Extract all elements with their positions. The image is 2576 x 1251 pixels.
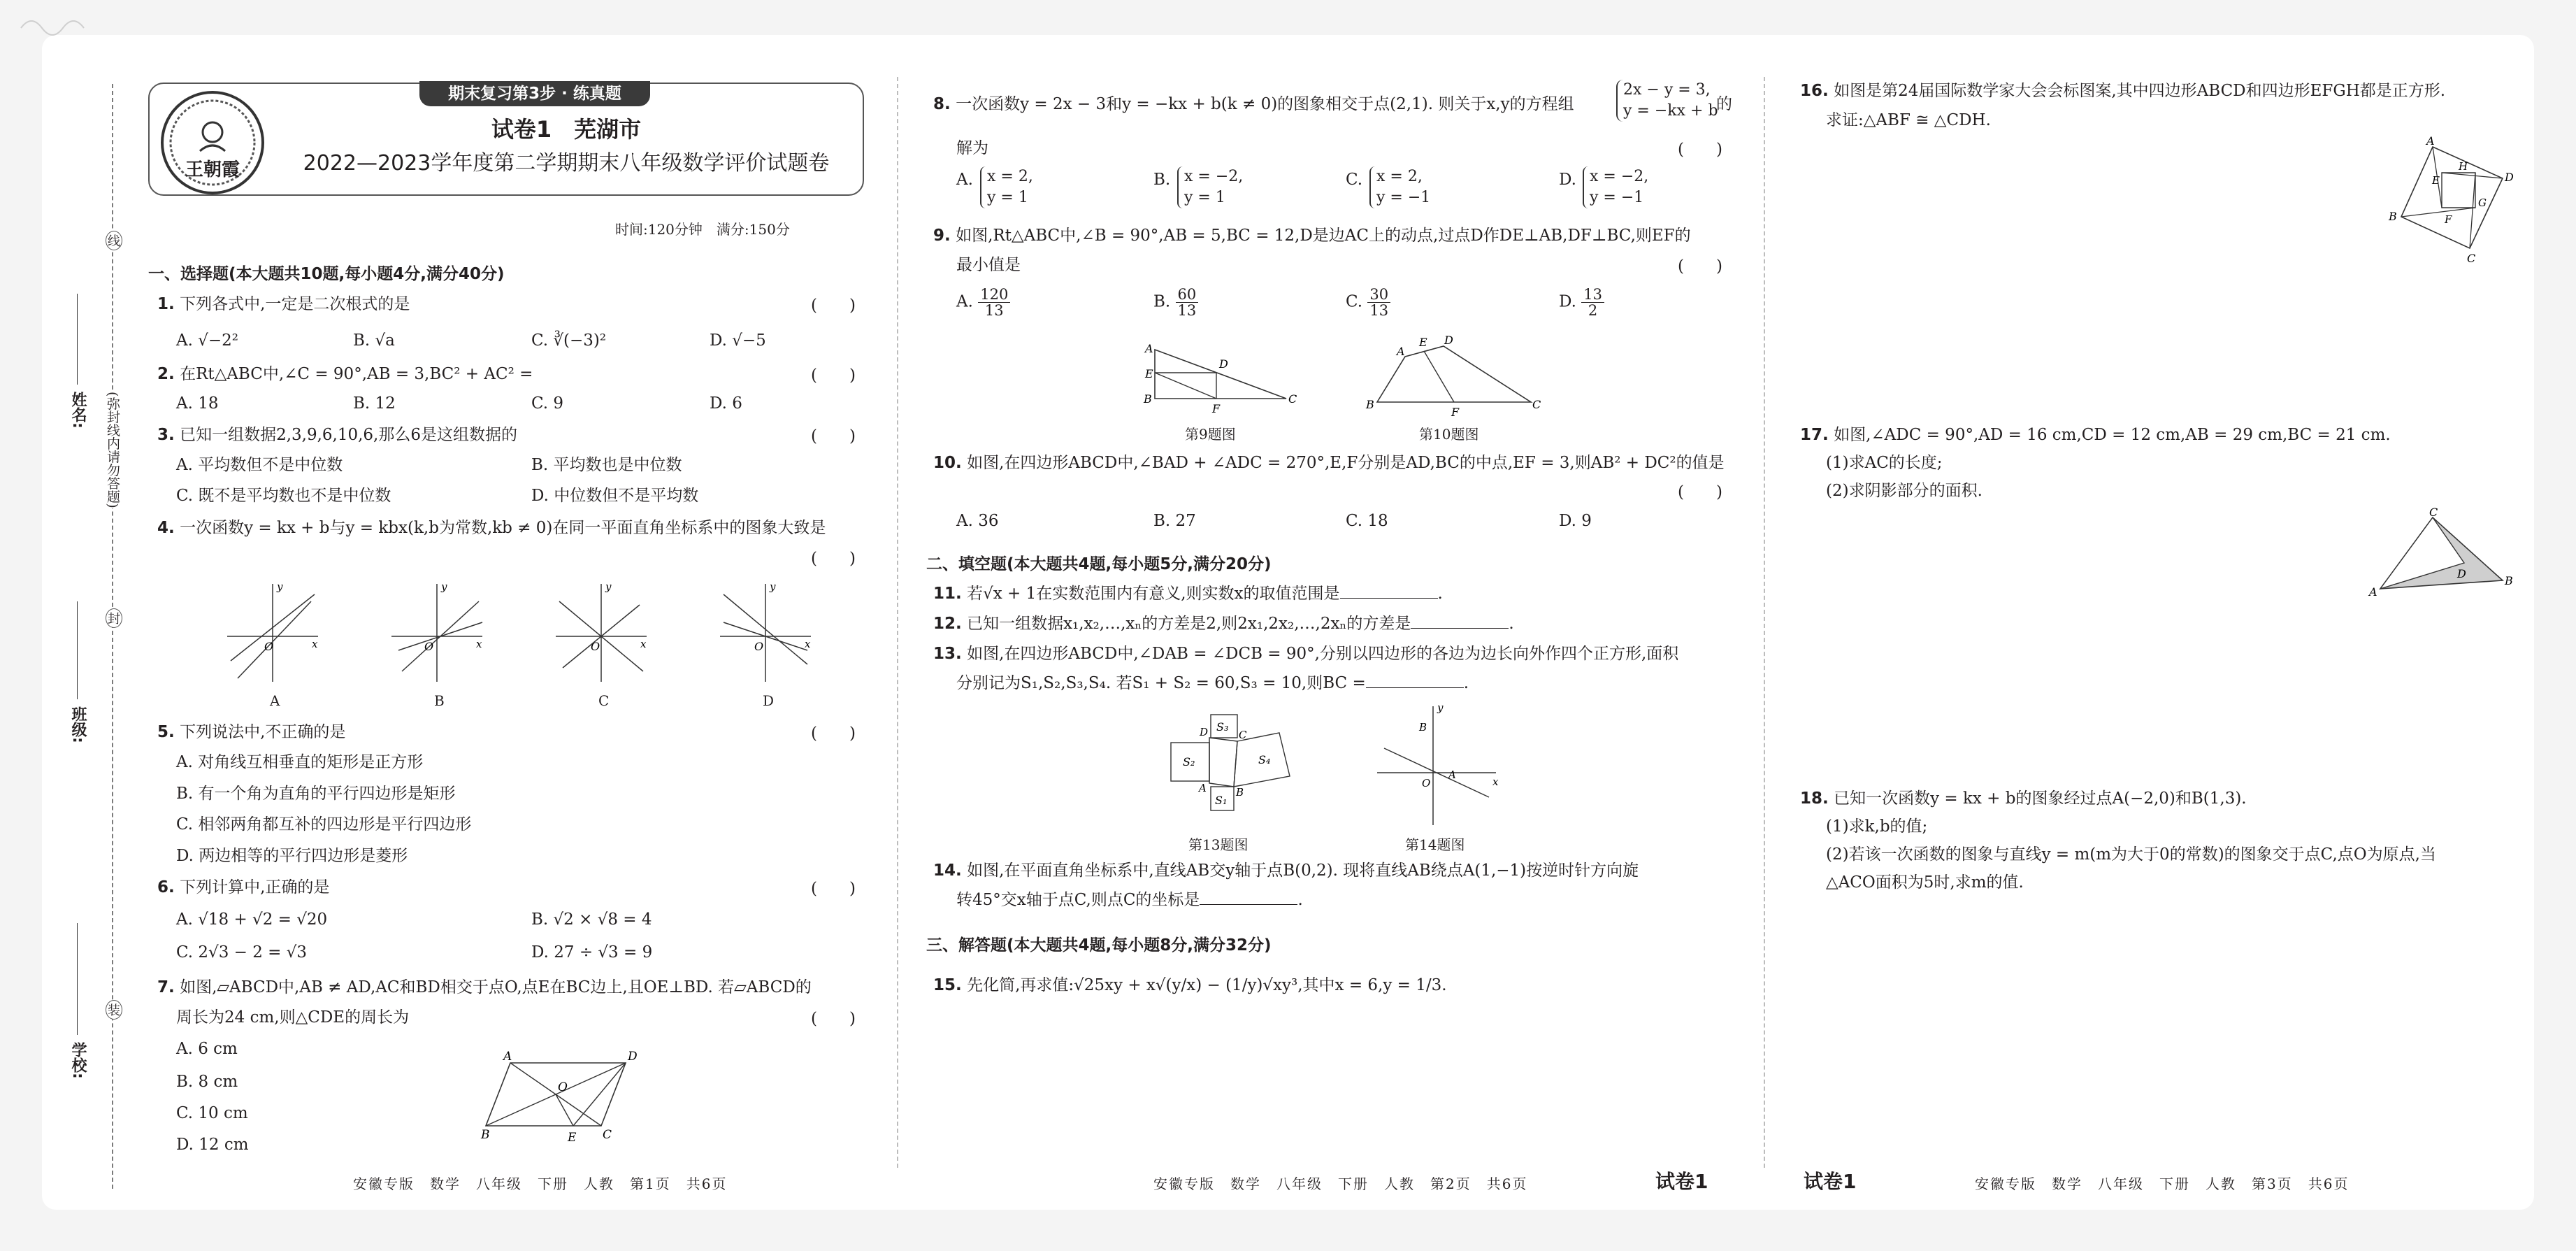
q14-stem-2: 转45°交x轴于点C,则点C的坐标是 . <box>956 891 1303 909</box>
binding-seal-label: 封 <box>106 608 122 628</box>
q14-figure-caption: 第14题图 <box>1405 836 1465 853</box>
q3-answer-paren[interactable]: ( ) <box>811 427 856 445</box>
svg-text:y: y <box>605 580 612 593</box>
q3-stem <box>157 423 517 447</box>
q10-figure-caption: 第10题图 <box>1419 426 1479 443</box>
q1-option-d[interactable]: D. √−5 <box>710 331 766 350</box>
q17-text: 如图,∠ADC = 90°,AD = 16 cm,CD = 12 cm,AB = 29 cm,BC = 21 cm. <box>1834 426 2391 444</box>
q9-triangle-figure <box>1139 343 1300 420</box>
svg-text:E: E <box>1419 336 1427 349</box>
svg-text:A: A <box>1448 769 1456 781</box>
svg-text:B: B <box>481 1128 490 1142</box>
q18-stem <box>1800 787 2247 810</box>
svg-text:x: x <box>640 638 647 650</box>
q14-answer-blank[interactable] <box>1200 890 1297 905</box>
svg-text:B: B <box>2389 210 2397 223</box>
q8-c-eq1: x = 2, <box>1376 168 1423 185</box>
q2-answer-paren[interactable]: ( ) <box>811 366 856 385</box>
q16-text-2: 求证:△ABF ≅ △CDH. <box>1826 111 1991 129</box>
q5-num: 5. <box>157 723 175 741</box>
q9-answer-paren[interactable]: ( ) <box>1678 257 1722 276</box>
svg-text:x: x <box>312 638 318 650</box>
q5-option-b[interactable]: B. 有一个角为直角的平行四边形是矩形 <box>176 785 456 803</box>
q8-system <box>1616 80 1718 122</box>
class-field[interactable] <box>77 601 78 699</box>
q13-answer-blank[interactable] <box>1366 673 1464 688</box>
q8-option-a[interactable]: A. <box>956 171 973 189</box>
q4-label-a: A <box>270 692 280 709</box>
svg-text:S₄: S₄ <box>1258 753 1271 766</box>
q4-graph-c[interactable] <box>552 580 650 685</box>
q10-option-a[interactable]: A. 36 <box>956 512 999 530</box>
svg-text:H: H <box>2459 160 2468 173</box>
q6-option-a[interactable]: A. √18 + √2 = √20 <box>176 910 328 929</box>
q1-option-c[interactable]: C. ∛(−3)² <box>531 331 607 350</box>
q16-stem <box>1800 79 2445 103</box>
q5-answer-paren[interactable]: ( ) <box>811 724 856 743</box>
q17-num: 17. <box>1800 426 1829 444</box>
q13-squares-figure <box>1160 706 1335 832</box>
q12-text: 已知一组数据x₁,x₂,…,xₙ的方差是2,则2x₁,2x₂,…,2xₙ的方差是 <box>967 615 1411 633</box>
svg-text:A: A <box>1397 345 1405 358</box>
svg-text:D: D <box>2505 171 2514 184</box>
q9-figure-caption: 第9题图 <box>1185 426 1236 443</box>
q18-text: 已知一次函数y = kx + b的图象经过点A(−2,0)和B(1,3). <box>1834 789 2247 808</box>
class-label: 班级: <box>69 706 87 743</box>
binding-line-label: 线 <box>106 231 122 250</box>
q17-part1: (1)求AC的长度; <box>1826 454 1943 472</box>
paper-tag-3: 试卷1 <box>1804 1170 1857 1193</box>
section3-title: 三、解答题(本大题共4题,每小题8分,满分32分) <box>926 936 1272 955</box>
q8-option-c[interactable]: C. <box>1346 171 1363 189</box>
q9-b-den: 13 <box>1177 302 1197 319</box>
q13-num: 13. <box>933 645 962 663</box>
svg-text:C: C <box>2467 252 2476 265</box>
q3-option-b[interactable]: B. 平均数也是中位数 <box>531 456 682 474</box>
svg-text:x: x <box>476 638 482 650</box>
q15-text: 先化简,再求值:√25xy + x√(y/x) − (1/y)√xy³,其中x = 6,y = 1/3. <box>967 976 1447 994</box>
q18-part1: (1)求k,b的值; <box>1826 817 1928 836</box>
q8-option-b-system[interactable] <box>1177 166 1243 208</box>
q4-label-c: C <box>598 692 610 709</box>
q11-stem: 11. 若√x + 1在实数范围内有意义,则实数x的取值范围是 . <box>933 585 1443 603</box>
q6-stem <box>157 875 329 899</box>
svg-text:x: x <box>805 638 811 650</box>
column-divider-2 <box>1764 77 1765 1168</box>
q9-d-den: 2 <box>1588 302 1598 319</box>
logo <box>161 91 264 194</box>
q17-stem <box>1800 423 2391 447</box>
q1-stem <box>157 292 410 316</box>
svg-text:O: O <box>424 640 434 653</box>
q8-a-eq2: y = 1 <box>987 189 1028 206</box>
q2-option-a[interactable]: A. 18 <box>176 394 219 413</box>
q9-c-num: 30 <box>1367 287 1390 303</box>
q9-option-d[interactable]: D. $\frac{13}{2}$ <box>1559 287 1604 318</box>
q17-part2: (2)求阴影部分的面积. <box>1826 482 1983 500</box>
svg-text:C: C <box>2429 506 2438 519</box>
q5-option-d[interactable]: D. 两边相等的平行四边形是菱形 <box>176 847 408 865</box>
q7-stem <box>157 975 812 999</box>
paper-tag-2: 试卷1 <box>1655 1170 1708 1193</box>
q12-answer-blank[interactable] <box>1411 614 1509 629</box>
svg-text:S₃: S₃ <box>1216 720 1229 734</box>
svg-text:C: C <box>1239 729 1247 741</box>
q2-option-d[interactable]: D. 6 <box>710 394 742 413</box>
q8-text-2: 解为 <box>956 139 988 157</box>
q8-num: 8. <box>933 95 951 113</box>
q14-stem <box>933 859 1639 882</box>
q6-option-d[interactable]: D. 27 ÷ √3 = 9 <box>531 943 653 962</box>
svg-text:y: y <box>441 580 447 593</box>
svg-text:G: G <box>2478 196 2487 209</box>
footer-right: 安徽专版 数学 八年级 下册 人教 第3页 共6页 <box>1975 1175 2350 1192</box>
q3-num: 3. <box>157 426 175 444</box>
time-info: 时间:120分钟 满分:150分 <box>615 221 790 238</box>
q9-c-den: 13 <box>1369 302 1389 319</box>
section2-title: 二、填空题(本大题共4题,每小题5分,满分20分) <box>926 555 1272 573</box>
q4-graph-d[interactable] <box>717 580 814 685</box>
q9-b-num: 60 <box>1176 287 1199 303</box>
svg-text:x: x <box>1492 775 1499 788</box>
q8-text: 一次函数y = 2x − 3和y = −kx + b(k ≠ 0)的图象相交于点(2,1). 则关于x,y的方程组 <box>956 95 1574 113</box>
svg-text:E: E <box>1145 367 1153 380</box>
q16-text: 如图是第24届国际数学家大会会标图案,其中四边形ABCD和四边形EFGH都是正方形. <box>1834 82 2446 100</box>
q4-stem <box>157 516 826 540</box>
q2-text: 在Rt△ABC中,∠C = 90°,AB = 3,BC² + AC² = <box>180 365 533 383</box>
q7-answer-paren[interactable]: ( ) <box>811 1010 856 1028</box>
footer-middle: 安徽专版 数学 八年级 下册 人教 第2页 共6页 <box>1153 1175 1528 1192</box>
q12-num: 12. <box>933 615 962 633</box>
q9-text-2: 最小值是 <box>956 256 1021 274</box>
svg-text:B: B <box>1236 786 1244 799</box>
svg-text:E: E <box>2432 174 2440 187</box>
svg-text:F: F <box>2445 213 2452 226</box>
q10-option-b[interactable]: B. 27 <box>1153 512 1196 530</box>
q8-system-eq1: 2x − y = 3, <box>1623 81 1711 99</box>
school-label: 学校: <box>69 1042 87 1079</box>
binding-bind-label: 装 <box>106 1000 122 1020</box>
svg-text:D: D <box>628 1050 638 1064</box>
q4-label-b: B <box>434 692 445 709</box>
q6-text: 下列计算中,正确的是 <box>180 878 330 896</box>
q1-text: 下列各式中,一定是二次根式的是 <box>180 295 410 313</box>
q11-num: 11. <box>933 585 962 603</box>
q3-option-a[interactable]: A. 平均数但不是中位数 <box>176 456 343 474</box>
q1-num: 1. <box>157 295 175 313</box>
q1-option-a[interactable]: A. √−2² <box>176 331 239 350</box>
svg-text:E: E <box>568 1131 577 1145</box>
q4-text: 一次函数y = kx + b与y = kbx(k,b为常数,kb ≠ 0)在同一平面直角坐标系中的图象大致是 <box>180 519 826 537</box>
q18-part3: △ACO面积为5时,求m的值. <box>1826 873 2024 892</box>
q4-label-d: D <box>763 692 775 709</box>
svg-text:D: D <box>1200 726 1209 738</box>
q8-option-d-system[interactable] <box>1583 166 1648 208</box>
svg-text:D: D <box>2457 567 2466 580</box>
q10-option-c[interactable]: C. 18 <box>1346 512 1388 530</box>
q4-graph-a[interactable] <box>224 580 322 685</box>
q9-a-den: 13 <box>984 302 1004 319</box>
q13-stem <box>933 642 1678 666</box>
svg-text:B: B <box>1144 392 1152 406</box>
q1-answer-paren[interactable]: ( ) <box>811 296 856 315</box>
svg-text:D: D <box>1444 334 1453 347</box>
q17-shaded-figure <box>2366 506 2520 601</box>
q2-stem <box>157 362 533 386</box>
q3-text: 已知一组数据2,3,9,6,10,6,那么6是这组数据的 <box>180 426 517 444</box>
q3-option-d[interactable]: D. 中位数但不是平均数 <box>531 487 699 505</box>
svg-text:A: A <box>1199 782 1207 794</box>
q8-d-eq2: y = −1 <box>1590 189 1644 206</box>
q7-text-2: 周长为24 cm,则△CDE的周长为 <box>176 1008 410 1027</box>
svg-text:A: A <box>503 1050 512 1064</box>
svg-text:y: y <box>277 580 283 593</box>
exam-subtitle: 2022—2023学年度第二学期期末八年级数学评价试题卷 <box>303 151 830 176</box>
svg-text:D: D <box>1219 357 1228 371</box>
q12-stem: 12. 已知一组数据x₁,x₂,…,xₙ的方差是2,则2x₁,2x₂,…,2xₙ的方差是 . <box>933 615 1514 633</box>
q14-text: 如图,在平面直角坐标系中,直线AB交y轴于点B(0,2). 现将直线AB绕点A(1,−1)按逆时针方向旋 <box>967 862 1639 880</box>
q9-option-c[interactable]: C. $\frac{30}{13}$ <box>1346 287 1390 318</box>
q6-option-c[interactable]: C. 2√3 − 2 = √3 <box>176 943 308 962</box>
q5-option-c[interactable]: C. 相邻两角都互补的四边形是平行四边形 <box>176 815 472 834</box>
q8-system-eq2: y = −kx + b <box>1623 102 1718 120</box>
q8-stem <box>933 92 1574 116</box>
q4-answer-paren[interactable]: ( ) <box>811 550 856 568</box>
q8-tail: 的 <box>1716 95 1732 113</box>
q9-option-a[interactable]: A. $\frac{120}{13}$ <box>956 287 1010 318</box>
logo-text: 王朝霞 <box>185 159 240 180</box>
q16-square-figure <box>2380 136 2527 269</box>
svg-text:F: F <box>1451 406 1460 419</box>
q15-stem <box>933 973 1447 997</box>
q8-option-c-system[interactable] <box>1369 166 1430 208</box>
q8-b-eq2: y = 1 <box>1184 189 1225 206</box>
svg-text:O: O <box>591 640 600 653</box>
q9-num: 9. <box>933 227 951 245</box>
svg-text:O: O <box>754 640 764 653</box>
q8-a-eq1: x = 2, <box>987 168 1033 185</box>
svg-text:F: F <box>1212 402 1221 415</box>
svg-text:O: O <box>264 640 274 653</box>
svg-text:y: y <box>770 580 776 593</box>
header-banner: 期末复习第3步 · 练真题 <box>419 81 650 106</box>
q4-graph-b[interactable] <box>388 580 486 685</box>
exam-title: 试卷1 芜湖市 <box>491 116 642 143</box>
q13-text-2: 分别记为S₁,S₂,S₃,S₄. 若S₁ + S₂ = 60,S₃ = 10,则BC = <box>956 674 1366 692</box>
svg-text:C: C <box>603 1128 612 1142</box>
svg-text:B: B <box>1366 398 1374 411</box>
q3-option-c[interactable]: C. 既不是平均数也不是中位数 <box>176 487 391 505</box>
section1-title: 一、选择题(本大题共10题,每小题4分,满分40分) <box>148 265 505 283</box>
svg-text:A: A <box>1145 342 1153 355</box>
q18-part2: (2)若该一次函数的图象与直线y = m(m为大于0的常数)的图象交于点C,点O为原点,当 <box>1826 845 2436 864</box>
q10-option-d[interactable]: D. 9 <box>1559 512 1592 530</box>
q10-text: 如图,在四边形ABCD中,∠BAD + ∠ADC = 270°,E,F分别是AD,BC的中点,EF = 3,则AB² + DC²的值是 <box>967 454 1725 472</box>
q5-option-a[interactable]: A. 对角线互相垂直的矩形是正方形 <box>176 753 424 771</box>
q2-option-c[interactable]: C. 9 <box>531 394 564 413</box>
svg-text:O: O <box>558 1080 568 1094</box>
q8-option-b[interactable]: B. <box>1153 171 1171 189</box>
q18-num: 18. <box>1800 789 1829 808</box>
q11-answer-blank[interactable] <box>1340 584 1438 599</box>
q10-num: 10. <box>933 454 962 472</box>
q14-coordinate-figure <box>1370 703 1503 829</box>
q10-answer-paren[interactable]: ( ) <box>1678 483 1722 501</box>
q6-num: 6. <box>157 878 175 896</box>
q9-option-b[interactable]: B. $\frac{60}{13}$ <box>1153 287 1198 318</box>
q7-num: 7. <box>157 978 175 996</box>
q15-num: 15. <box>933 976 962 994</box>
q8-answer-paren[interactable]: ( ) <box>1678 141 1722 159</box>
q11-text: 若√x + 1在实数范围内有意义,则实数x的取值范围是 <box>967 585 1340 603</box>
q7-text: 如图,▱ABCD中,AB ≠ AD,AC和BD相交于点O,点E在BC边上,且OE⊥BD. 若▱ABCD的 <box>180 978 812 996</box>
q13-figure-caption: 第13题图 <box>1188 836 1249 853</box>
q10-stem <box>933 451 1725 475</box>
q10-quadrilateral-figure <box>1363 336 1545 420</box>
svg-text:B: B <box>2505 574 2513 587</box>
svg-text:O: O <box>1422 777 1431 789</box>
school-field[interactable] <box>77 923 78 1035</box>
svg-text:S₂: S₂ <box>1183 755 1195 769</box>
footer-left: 安徽专版 数学 八年级 下册 人教 第1页 共6页 <box>353 1175 728 1192</box>
q7-option-b[interactable]: B. 8 cm <box>176 1073 238 1091</box>
q7-parallelogram-figure <box>482 1049 650 1147</box>
q8-c-eq2: y = −1 <box>1376 189 1431 206</box>
q9-stem <box>933 224 1691 248</box>
svg-text:y: y <box>1437 701 1444 714</box>
q13-text: 如图,在四边形ABCD中,∠DAB = ∠DCB = 90°,分别以四边形的各边为边长向外作四个正方形,面积 <box>967 645 1679 663</box>
q14-num: 14. <box>933 862 962 880</box>
q13-stem-2: 分别记为S₁,S₂,S₃,S₄. 若S₁ + S₂ = 60,S₃ = 10,则BC = . <box>956 674 1469 692</box>
q16-num: 16. <box>1800 82 1829 100</box>
q7-option-d[interactable]: D. 12 cm <box>176 1136 249 1154</box>
q4-num: 4. <box>157 519 175 537</box>
q14-text-2: 转45°交x轴于点C,则点C的坐标是 <box>956 891 1200 909</box>
svg-text:C: C <box>1532 398 1541 411</box>
binding-notice: (弥封线内请勿答题) <box>103 392 122 508</box>
q9-d-num: 13 <box>1581 287 1604 303</box>
column-divider-1 <box>897 77 898 1168</box>
q8-option-d[interactable]: D. <box>1559 171 1576 189</box>
name-field[interactable] <box>77 294 78 385</box>
q7-option-c[interactable]: C. 10 cm <box>176 1104 248 1122</box>
q1-option-b[interactable]: B. √a <box>353 331 395 350</box>
svg-text:B: B <box>1419 721 1427 734</box>
q9-text: 如图,Rt△ABC中,∠B = 90°,AB = 5,BC = 12,D是边AC上的动点,过点D作DE⊥AB,DF⊥BC,则EF的 <box>956 227 1691 245</box>
q7-option-a[interactable]: A. 6 cm <box>176 1040 238 1058</box>
q5-text: 下列说法中,不正确的是 <box>180 723 346 741</box>
q2-num: 2. <box>157 365 175 383</box>
q5-stem <box>157 720 345 744</box>
svg-text:S₁: S₁ <box>1215 794 1228 807</box>
q6-answer-paren[interactable]: ( ) <box>811 880 856 898</box>
q6-option-b[interactable]: B. √2 × √8 = 4 <box>531 910 652 929</box>
q8-option-a-system[interactable] <box>980 166 1033 208</box>
q8-b-eq1: x = −2, <box>1184 168 1244 185</box>
q2-option-b[interactable]: B. 12 <box>353 394 396 413</box>
q9-a-num: 120 <box>978 287 1010 303</box>
name-label: 姓名: <box>69 392 87 429</box>
svg-text:C: C <box>1288 392 1297 406</box>
q8-d-eq1: x = −2, <box>1590 168 1649 185</box>
svg-text:A: A <box>2369 585 2377 599</box>
svg-text:A: A <box>2426 134 2435 148</box>
